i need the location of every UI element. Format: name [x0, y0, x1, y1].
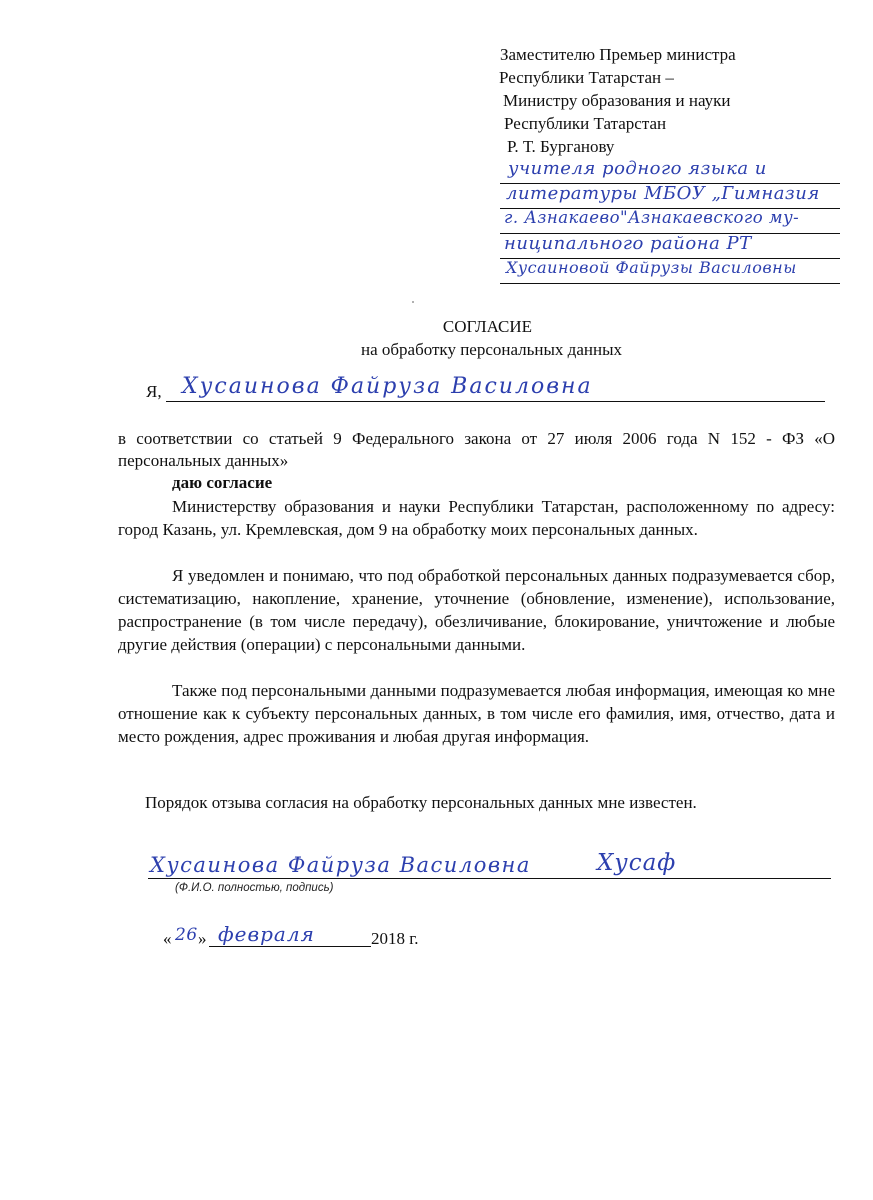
sender-rule-5 — [500, 283, 840, 284]
addressee-line-2: Республики Татарстан – — [499, 68, 674, 87]
signature-rule — [148, 878, 831, 879]
date-close-quote: » — [198, 929, 207, 948]
paragraph-processing: Я уведомлен и понимаю, что под обработкой персональных данных подразумевается сбор, систематизацию, накопление, хранение, уточнение (обновление, изменение), использование, распространение (в том числе передачу), обезличивание, блокирование, уничтожение и любые другие действия (операции) с персональными данными. — [118, 566, 835, 654]
signature-caption: (Ф.И.О. полностью, подпись) — [175, 882, 334, 894]
scan-speck — [412, 301, 414, 303]
date-open-quote: « — [163, 929, 172, 948]
document-subtitle: на обработку персональных данных — [360, 340, 622, 359]
consent-label: даю согласие — [172, 473, 273, 492]
addressee-line-3: Министру образования и науки — [503, 91, 731, 110]
law-reference: в соответствии со статьей 9 Федерального закона от 27 июля 2006 года N 152 - ФЗ «О персональных данных» — [118, 429, 835, 470]
document-title: СОГЛАСИЕ — [442, 317, 533, 336]
sender-handwritten-3: г. Азнакаево"Азнакаевского му- — [504, 208, 800, 227]
addressee-line-4: Республики Татарстан — [504, 114, 667, 133]
paragraph-definition: Также под персональными данными подразумевается любая информация, имеющая ко мне отношение как к субъекту персональных данных, в том числе его фамилия, имя, отчество, дата и место рождения, адрес проживания и любая другая информация. — [118, 681, 835, 746]
signature-handwritten: Хусаф — [597, 850, 677, 876]
date-year: 2018 г. — [371, 929, 419, 948]
sender-handwritten-2: литературы МБОУ „Гимназия — [506, 183, 820, 204]
paragraph-ministry: Министерству образования и науки Республики Татарстан, расположенному по адресу: город Казань, ул. Кремлевская, дом 9 на обработку моих персональных данных. — [118, 497, 835, 539]
addressee-line-1: Заместителю Премьер министра — [500, 45, 736, 64]
signature-fullname-handwritten: Хусаинова Файруза Василовна — [150, 853, 531, 877]
sender-handwritten-1: учителя родного языка и — [508, 158, 767, 179]
date-month-handwritten: февраля — [218, 922, 315, 946]
declarant-rule — [166, 401, 825, 402]
sender-handwritten-4: ниципального района РТ — [504, 233, 752, 254]
date-day-handwritten: 26 — [175, 925, 198, 945]
addressee-line-5: Р. Т. Бурганову — [507, 137, 615, 156]
date-month-rule — [209, 946, 371, 947]
sender-handwritten-5: Хусаиновой Файрузы Василовны — [506, 258, 797, 277]
declarant-name-handwritten: Хусаинова Файруза Василовна — [182, 374, 593, 399]
declarant-prefix: Я, — [146, 382, 162, 401]
revocation-statement: Порядок отзыва согласия на обработку персональных данных мне известен. — [145, 793, 697, 812]
